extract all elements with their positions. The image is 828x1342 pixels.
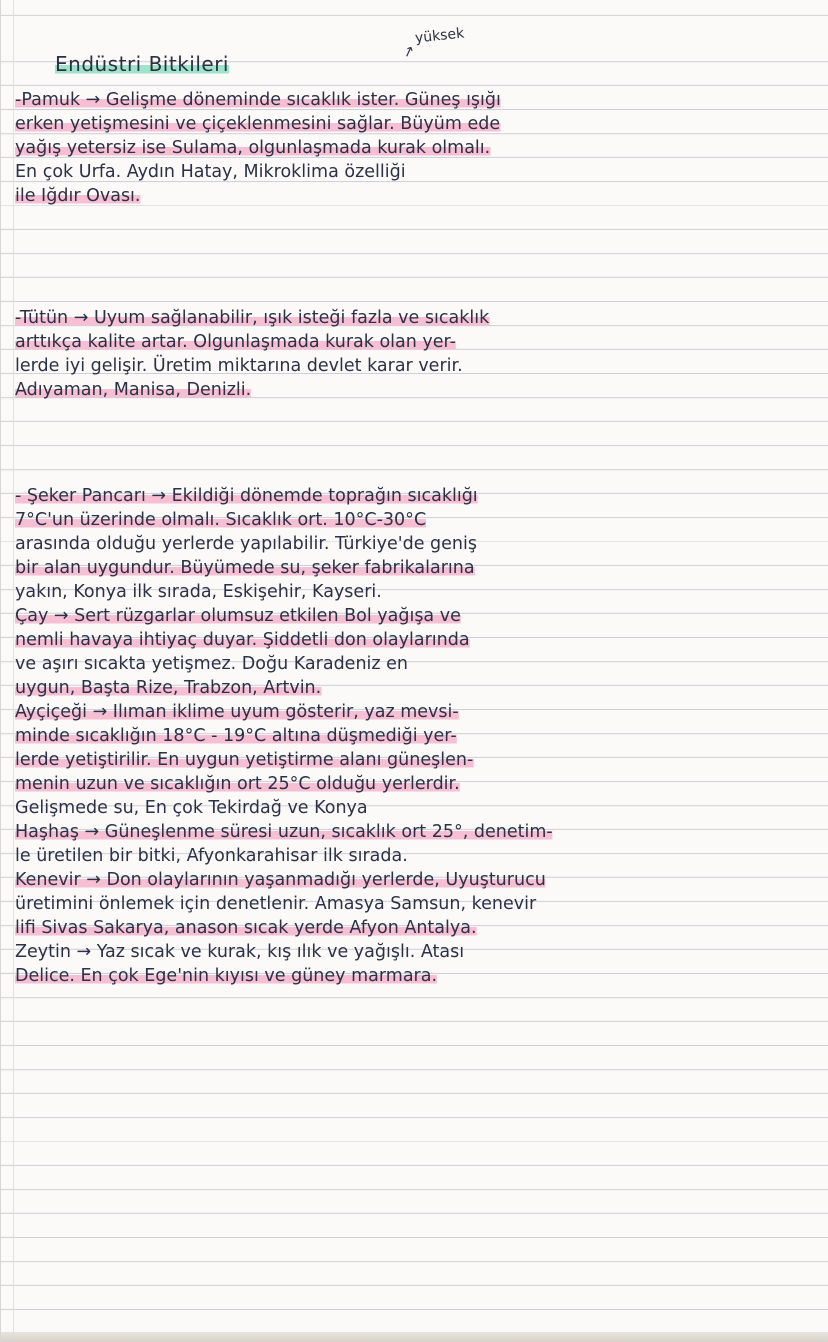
line-text: - Şeker Pancarı → Ekildiği dönemde toprağın sıcaklığı <box>15 486 478 506</box>
text-line <box>15 136 811 160</box>
section-tutun <box>15 306 815 402</box>
text-line <box>15 868 811 892</box>
line-text: lerde iyi gelişir. Üretim miktarına devlet karar verir. <box>15 356 463 376</box>
line-text: arttıkça kalite artar. Olgunlaşmada kurak olan yer- <box>15 332 456 352</box>
text-line <box>15 508 811 532</box>
text-line <box>15 184 811 208</box>
line-text: uygun, Başta Rize, Trabzon, Artvin. <box>15 678 322 698</box>
line-text: En çok Urfa. Aydın Hatay, Mikroklima özelliği <box>15 162 406 182</box>
text-line <box>15 160 811 184</box>
line-text: yakın, Konya ilk sırada, Eskişehir, Kayseri. <box>15 582 382 602</box>
line-text: nemli havaya ihtiyaç duyar. Şiddetli don olaylarında <box>15 630 470 650</box>
line-text: Haşhaş → Güneşlenme süresi uzun, sıcaklık ort 25°, denetim- <box>15 822 553 842</box>
text-line <box>15 652 811 676</box>
text-line <box>15 330 811 354</box>
line-text: -Tütün → Uyum sağlanabilir, ışık isteği fazla ve sıcaklık <box>15 308 490 328</box>
line-text: Gelişmede su, En çok Tekirdağ ve Konya <box>15 798 368 818</box>
text-line <box>15 604 811 628</box>
text-line <box>15 556 811 580</box>
text-line <box>15 354 811 378</box>
text-line <box>15 772 811 796</box>
text-line <box>15 700 811 724</box>
paper-bottom-edge <box>1 1332 828 1342</box>
text-line <box>15 628 811 652</box>
text-line <box>15 88 811 112</box>
margin-line <box>13 0 14 1342</box>
line-text: üretimini önlemek için denetlenir. Amasya Samsun, kenevir <box>15 894 537 914</box>
line-text: menin uzun ve sıcaklığın ort 25°C olduğu yerlerdir. <box>15 774 460 794</box>
text-line <box>15 964 811 988</box>
text-line <box>15 892 811 916</box>
text-line <box>15 580 811 604</box>
text-line <box>15 844 811 868</box>
section-pamuk <box>15 88 815 208</box>
line-text: minde sıcaklığın 18°C - 19°C altına düşmediği yer- <box>15 726 457 746</box>
text-line <box>15 306 811 330</box>
text-line <box>15 112 811 136</box>
note-yuksek: yüksek <box>414 25 465 47</box>
line-text: Çay → Sert rüzgarlar olumsuz etkilen Bol yağışa ve <box>15 606 461 626</box>
line-text: erken yetişmesini ve çiçeklenmesini sağlar. Büyüm ede <box>15 114 501 134</box>
line-text: yağış yetersiz ise Sulama, olgunlaşmada kurak olmalı. <box>15 138 491 158</box>
text-line <box>15 796 811 820</box>
line-text: 7°C'un üzerinde olmalı. Sıcaklık ort. 10°C-30°C <box>15 510 427 530</box>
line-text: ve aşırı sıcakta yetişmez. Doğu Karadeniz en <box>15 654 409 674</box>
text-line <box>15 484 811 508</box>
text-line <box>15 724 811 748</box>
text-line <box>15 748 811 772</box>
line-text: lerde yetiştirilir. En uygun yetiştirme alanı güneşlen- <box>15 750 474 770</box>
line-text: ile Iğdır Ovası. <box>15 186 141 206</box>
line-text: Delice. En çok Ege'nin kıyısı ve güney marmara. <box>15 966 438 986</box>
page-title: Endüstri Bitkileri <box>55 52 229 76</box>
line-text: Zeytin → Yaz sıcak ve kurak, kış ılık ve yağışlı. Atası <box>15 942 465 962</box>
line-text: -Pamuk → Gelişme döneminde sıcaklık ister. Güneş ışığı <box>15 90 501 110</box>
line-text: Ayçiçeği → Ilıman iklime uyum gösterir, yaz mevsi- <box>15 702 459 722</box>
text-line <box>15 532 811 556</box>
text-line <box>15 378 811 402</box>
line-text: Kenevir → Don olaylarının yaşanmadığı yerlerde, Uyuşturucu <box>15 870 546 890</box>
text-line <box>15 676 811 700</box>
title-block <box>55 52 229 76</box>
text-line <box>15 820 811 844</box>
line-text: arasında olduğu yerlerde yapılabilir. Türkiye'de geniş <box>15 534 478 554</box>
text-line <box>15 916 811 940</box>
line-text: bir alan uygundur. Büyümede su, şeker fabrikalarına <box>15 558 475 578</box>
section-seker-pancari <box>15 484 815 988</box>
arrow-icon: ↗ <box>400 42 418 62</box>
text-line <box>15 940 811 964</box>
line-text: Adıyaman, Manisa, Denizli. <box>15 380 252 400</box>
line-text: le üretilen bir bitki, Afyonkarahisar ilk sırada. <box>15 846 408 866</box>
line-text: lifi Sivas Sakarya, anason sıcak yerde Afyon Antalya. <box>15 918 477 938</box>
